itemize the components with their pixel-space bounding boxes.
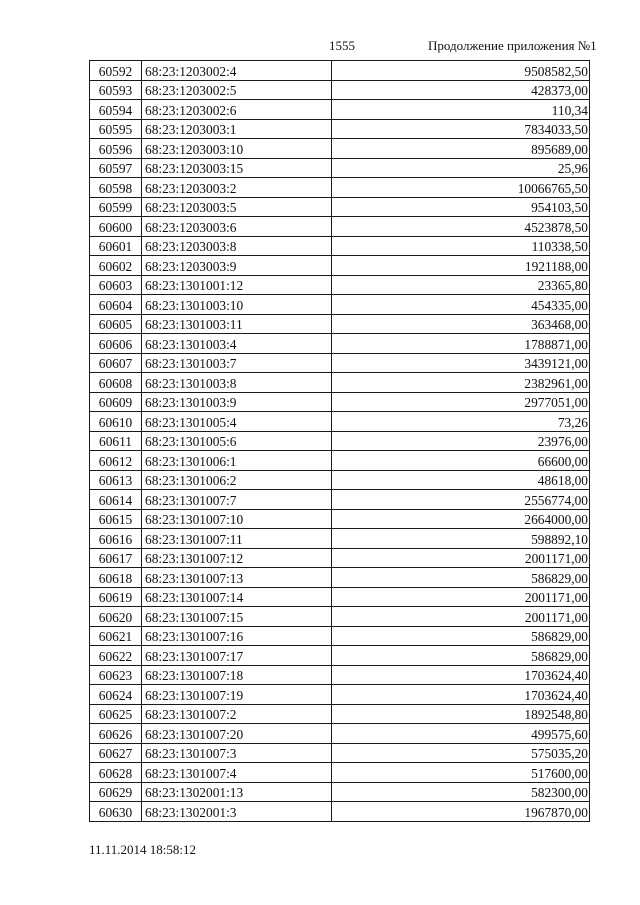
row-number-cell: 60627 <box>90 743 142 763</box>
row-number-cell: 60628 <box>90 763 142 783</box>
row-number-cell: 60625 <box>90 704 142 724</box>
cadastral-number-cell: 68:23:1301003:8 <box>142 373 332 393</box>
cadastral-number-cell: 68:23:1301007:16 <box>142 626 332 646</box>
row-number-cell: 60595 <box>90 119 142 139</box>
cadastral-number-cell: 68:23:1302001:13 <box>142 782 332 802</box>
cadastral-number-cell: 68:23:1301005:6 <box>142 431 332 451</box>
cadastral-value-cell: 110,34 <box>332 100 590 120</box>
cadastral-value-cell: 23365,80 <box>332 275 590 295</box>
cadastral-value-cell: 1788871,00 <box>332 334 590 354</box>
table-row <box>90 568 590 588</box>
row-number-cell: 60614 <box>90 490 142 510</box>
table-row <box>90 626 590 646</box>
table-row <box>90 763 590 783</box>
row-number-cell: 60630 <box>90 802 142 822</box>
table-row <box>90 529 590 549</box>
cadastral-value-cell: 895689,00 <box>332 139 590 159</box>
table-row <box>90 275 590 295</box>
row-number-cell: 60608 <box>90 373 142 393</box>
cadastral-number-cell: 68:23:1203003:8 <box>142 236 332 256</box>
cadastral-value-cell: 1967870,00 <box>332 802 590 822</box>
cadastral-value-cell: 2382961,00 <box>332 373 590 393</box>
row-number-cell: 60623 <box>90 665 142 685</box>
cadastral-number-cell: 68:23:1301007:19 <box>142 685 332 705</box>
cadastral-value-cell: 110338,50 <box>332 236 590 256</box>
row-number-cell: 60616 <box>90 529 142 549</box>
table-row <box>90 61 590 81</box>
cadastral-number-cell: 68:23:1301003:7 <box>142 353 332 373</box>
cadastral-number-cell: 68:23:1301005:4 <box>142 412 332 432</box>
cadastral-number-cell: 68:23:1301007:15 <box>142 607 332 627</box>
row-number-cell: 60621 <box>90 626 142 646</box>
table-row <box>90 607 590 627</box>
row-number-cell: 60601 <box>90 236 142 256</box>
cadastral-number-cell: 68:23:1301007:20 <box>142 724 332 744</box>
table-row <box>90 470 590 490</box>
cadastral-number-cell: 68:23:1203003:2 <box>142 178 332 198</box>
cadastral-number-cell: 68:23:1203003:9 <box>142 256 332 276</box>
appendix-continuation-note: Продолжение приложения №1 <box>428 38 597 53</box>
cadastral-number-cell: 68:23:1301007:10 <box>142 509 332 529</box>
row-number-cell: 60620 <box>90 607 142 627</box>
cadastral-value-cell: 582300,00 <box>332 782 590 802</box>
cadastral-value-cell: 454335,00 <box>332 295 590 315</box>
row-number-cell: 60617 <box>90 548 142 568</box>
cadastral-value-cell: 2001171,00 <box>332 607 590 627</box>
row-number-cell: 60606 <box>90 334 142 354</box>
table-row <box>90 587 590 607</box>
cadastral-number-cell: 68:23:1301007:7 <box>142 490 332 510</box>
cadastral-value-cell: 1921188,00 <box>332 256 590 276</box>
row-number-cell: 60607 <box>90 353 142 373</box>
cadastral-value-cell: 4523878,50 <box>332 217 590 237</box>
table-row <box>90 158 590 178</box>
table-row <box>90 743 590 763</box>
cadastral-value-cell: 1703624,40 <box>332 685 590 705</box>
row-number-cell: 60599 <box>90 197 142 217</box>
cadastral-number-cell: 68:23:1301006:2 <box>142 470 332 490</box>
cadastral-value-table <box>89 60 590 822</box>
row-number-cell: 60609 <box>90 392 142 412</box>
table-row <box>90 665 590 685</box>
table-row <box>90 236 590 256</box>
table-row <box>90 314 590 334</box>
cadastral-number-cell: 68:23:1203002:4 <box>142 61 332 81</box>
row-number-cell: 60622 <box>90 646 142 666</box>
page-number: 1555 <box>329 38 355 53</box>
cadastral-value-cell: 586829,00 <box>332 568 590 588</box>
row-number-cell: 60592 <box>90 61 142 81</box>
row-number-cell: 60597 <box>90 158 142 178</box>
cadastral-value-cell: 1892548,80 <box>332 704 590 724</box>
cadastral-value-cell: 499575,60 <box>332 724 590 744</box>
row-number-cell: 60610 <box>90 412 142 432</box>
cadastral-number-cell: 68:23:1302001:3 <box>142 802 332 822</box>
table-row <box>90 334 590 354</box>
cadastral-value-cell: 1703624,40 <box>332 665 590 685</box>
row-number-cell: 60593 <box>90 80 142 100</box>
cadastral-number-cell: 68:23:1203003:5 <box>142 197 332 217</box>
table-row <box>90 548 590 568</box>
cadastral-value-cell: 9508582,50 <box>332 61 590 81</box>
cadastral-number-cell: 68:23:1301007:13 <box>142 568 332 588</box>
row-number-cell: 60596 <box>90 139 142 159</box>
row-number-cell: 60624 <box>90 685 142 705</box>
row-number-cell: 60605 <box>90 314 142 334</box>
table-row <box>90 119 590 139</box>
table-row <box>90 431 590 451</box>
table-row <box>90 139 590 159</box>
row-number-cell: 60613 <box>90 470 142 490</box>
table-row <box>90 412 590 432</box>
cadastral-number-cell: 68:23:1301007:11 <box>142 529 332 549</box>
table-row <box>90 724 590 744</box>
row-number-cell: 60604 <box>90 295 142 315</box>
cadastral-value-cell: 10066765,50 <box>332 178 590 198</box>
cadastral-value-cell: 575035,20 <box>332 743 590 763</box>
cadastral-value-cell: 48618,00 <box>332 470 590 490</box>
row-number-cell: 60615 <box>90 509 142 529</box>
cadastral-value-cell: 2556774,00 <box>332 490 590 510</box>
table-row <box>90 646 590 666</box>
cadastral-number-cell: 68:23:1301007:4 <box>142 763 332 783</box>
cadastral-number-cell: 68:23:1301003:10 <box>142 295 332 315</box>
table-row <box>90 353 590 373</box>
cadastral-number-cell: 68:23:1301007:14 <box>142 587 332 607</box>
table-row <box>90 197 590 217</box>
cadastral-number-cell: 68:23:1203003:6 <box>142 217 332 237</box>
row-number-cell: 60600 <box>90 217 142 237</box>
cadastral-number-cell: 68:23:1203003:10 <box>142 139 332 159</box>
cadastral-value-cell: 586829,00 <box>332 626 590 646</box>
cadastral-value-cell: 7834033,50 <box>332 119 590 139</box>
row-number-cell: 60602 <box>90 256 142 276</box>
table-row <box>90 392 590 412</box>
cadastral-value-cell: 598892,10 <box>332 529 590 549</box>
table-row <box>90 451 590 471</box>
cadastral-number-cell: 68:23:1301007:12 <box>142 548 332 568</box>
cadastral-value-cell: 2664000,00 <box>332 509 590 529</box>
table-row <box>90 704 590 724</box>
cadastral-value-cell: 2001171,00 <box>332 548 590 568</box>
table-row <box>90 509 590 529</box>
table-row <box>90 782 590 802</box>
cadastral-value-cell: 73,26 <box>332 412 590 432</box>
table-row <box>90 80 590 100</box>
row-number-cell: 60594 <box>90 100 142 120</box>
row-number-cell: 60611 <box>90 431 142 451</box>
cadastral-value-cell: 23976,00 <box>332 431 590 451</box>
cadastral-number-cell: 68:23:1301003:11 <box>142 314 332 334</box>
cadastral-number-cell: 68:23:1301003:4 <box>142 334 332 354</box>
cadastral-value-cell: 586829,00 <box>332 646 590 666</box>
cadastral-value-cell: 517600,00 <box>332 763 590 783</box>
cadastral-value-cell: 363468,00 <box>332 314 590 334</box>
table-row <box>90 217 590 237</box>
cadastral-number-cell: 68:23:1203003:1 <box>142 119 332 139</box>
row-number-cell: 60598 <box>90 178 142 198</box>
row-number-cell: 60603 <box>90 275 142 295</box>
cadastral-value-cell: 2001171,00 <box>332 587 590 607</box>
cadastral-value-cell: 25,96 <box>332 158 590 178</box>
table-row <box>90 373 590 393</box>
cadastral-value-cell: 954103,50 <box>332 197 590 217</box>
table-row <box>90 490 590 510</box>
table-row <box>90 295 590 315</box>
cadastral-number-cell: 68:23:1301007:2 <box>142 704 332 724</box>
cadastral-number-cell: 68:23:1301007:3 <box>142 743 332 763</box>
cadastral-value-cell: 66600,00 <box>332 451 590 471</box>
cadastral-value-cell: 2977051,00 <box>332 392 590 412</box>
cadastral-number-cell: 68:23:1301001:12 <box>142 275 332 295</box>
cadastral-number-cell: 68:23:1203002:5 <box>142 80 332 100</box>
row-number-cell: 60629 <box>90 782 142 802</box>
cadastral-number-cell: 68:23:1203003:15 <box>142 158 332 178</box>
row-number-cell: 60626 <box>90 724 142 744</box>
cadastral-number-cell: 68:23:1301006:1 <box>142 451 332 471</box>
row-number-cell: 60612 <box>90 451 142 471</box>
table-body <box>90 61 590 822</box>
table-row <box>90 802 590 822</box>
print-timestamp: 11.11.2014 18:58:12 <box>89 842 197 857</box>
table-row <box>90 256 590 276</box>
row-number-cell: 60619 <box>90 587 142 607</box>
cadastral-number-cell: 68:23:1301007:18 <box>142 665 332 685</box>
table-row <box>90 178 590 198</box>
cadastral-value-cell: 428373,00 <box>332 80 590 100</box>
table-row <box>90 100 590 120</box>
cadastral-number-cell: 68:23:1301003:9 <box>142 392 332 412</box>
cadastral-number-cell: 68:23:1301007:17 <box>142 646 332 666</box>
cadastral-number-cell: 68:23:1203002:6 <box>142 100 332 120</box>
row-number-cell: 60618 <box>90 568 142 588</box>
cadastral-value-cell: 3439121,00 <box>332 353 590 373</box>
table-row <box>90 685 590 705</box>
